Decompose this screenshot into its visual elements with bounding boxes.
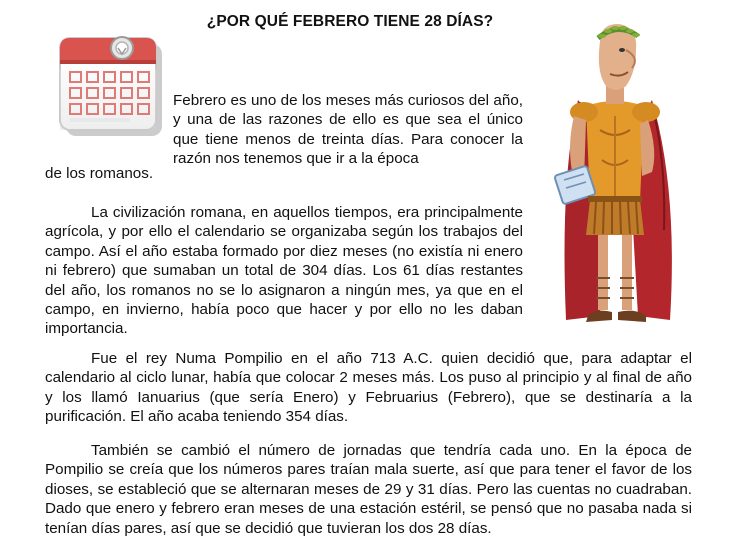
paragraph-4: También se cambió el número de jornadas que tendría cada uno. En la época de Pompilio se creía que los números pares traían mala suerte, así que para tener el favor de los dioses, se estableció que se alternaran meses de 29 y 31 días. Pero las cuentas no cuadraban. Dado que enero y febrero eran meses de una estación estéril, se pensó que no pasaba nada si tenían días pares, así que se decidió que tuvieran los dos 28 días. bbox=[45, 442, 692, 537]
paragraph-2: La civilización romana, en aquellos tiempos, era principalmente agrícola, y por ello el calendario se organizaba según los trabajos del campo. Así el año estaba formado por diez meses (no existía ni enero ni febrero) que sumaban un total de 304 días. Los 61 días restantes del año, los romanos no se lo asignaron a ningún mes, ya que en el campo, en invierno, había poco que hacer y por ello no les daban importancia. bbox=[45, 204, 523, 338]
paragraph-3: Fue el rey Numa Pompilio en el año 713 A.C. quien decidió que, para adaptar el calendario al ciclo lunar, había que colocar 2 meses más. Los puso al principio y al final de año y los llamó Ianuarius (que sería Enero) y Februarius (Febrero), que se destinaría a la purificación. El año acaba teniendo 354 días. bbox=[45, 350, 692, 426]
roman-emperor-illustration bbox=[540, 20, 690, 338]
page-title: ¿POR QUÉ FEBRERO TIENE 28 DÍAS? bbox=[206, 13, 494, 30]
calendar-icon bbox=[56, 30, 166, 140]
paragraph-1: Febrero es uno de los meses más curiosos del año, y una de las razones de ello es que sea el único que tiene menos de treinta días. Para conocer la razón nos tenemos que ir a la época bbox=[173, 92, 523, 168]
paragraph-1-continuation: de los romanos. bbox=[45, 165, 154, 182]
